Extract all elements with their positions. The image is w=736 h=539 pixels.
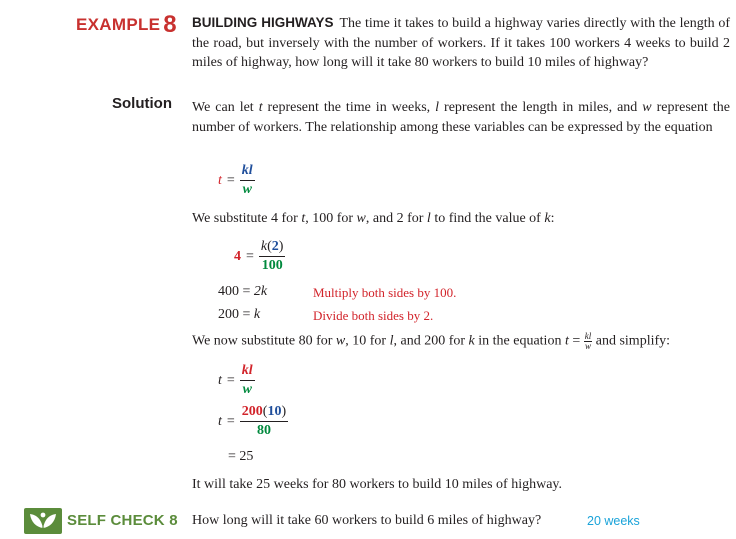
equation-step-divide: 200 = k	[218, 307, 261, 322]
equation-step-multiply: 400 = 2k	[218, 284, 268, 299]
substitution-sentence-2: We now substitute 80 for w, 10 for l, and 200 for k in the equation t = $\frac{kl}{w}$ and simplify:	[192, 331, 671, 351]
fraction-kl-over-w-2: $\frac{kl}{w}$	[241, 363, 253, 397]
step-note-divide: Divide both sides by 2.	[313, 308, 434, 323]
problem-heading: BUILDING HIGHWAYS	[192, 15, 334, 30]
fraction-200-10-over-80: $\frac{200(10)}{80}$	[241, 404, 287, 438]
self-check-answer: 20 weeks	[587, 514, 640, 528]
self-check-question: How long will it take 60 workers to build 6 miles of highway?	[192, 513, 542, 528]
fraction-k2-over-100: $\frac{k(2)}{100}$	[260, 239, 284, 273]
example-label: EXAMPLE 8	[76, 11, 177, 38]
problem-text: The time it takes to build a highway varies directly with the length of the road, but inversely with the number of workers. If it takes 100 workers 4 weeks to build 2 miles of highway, how long will it take 80 workers to build 10 miles of highway?	[192, 16, 730, 70]
example-number: 8	[163, 11, 177, 38]
equation-solve-k: 4 = $\frac{k(2)}{100}$	[234, 239, 284, 273]
step-note-multiply: Multiply both sides by 100.	[313, 285, 457, 300]
solution-label: Solution	[112, 95, 172, 112]
fraction-kl-over-w: $\frac{kl}{w}$	[241, 163, 253, 197]
equation-substituted: t = $\frac{200(10)}{80}$	[218, 404, 287, 438]
equation-result: = 25	[228, 449, 254, 464]
substitution-sentence-1: We substitute 4 for t, 100 for w, and 2 for l to find the value of k:	[192, 211, 555, 226]
variation-equation: t = $\frac{kl}{w}$	[218, 163, 253, 197]
equation-restated: t = $\frac{kl}{w}$	[218, 363, 253, 397]
conclusion-text: It will take 25 weeks for 80 workers to build 10 miles of highway.	[192, 477, 563, 492]
problem-statement	[192, 13, 730, 73]
leaf-icon	[24, 508, 62, 534]
solution-intro: We can let t represent the time in weeks, l represent the length in miles, and w represent the number of workers. The relationship among these variables can be expressed by the equation	[192, 100, 730, 135]
self-check-label: SELF CHECK 8	[67, 512, 178, 529]
inline-fraction-kl-over-w: $\frac{kl}{w}$	[584, 331, 592, 351]
